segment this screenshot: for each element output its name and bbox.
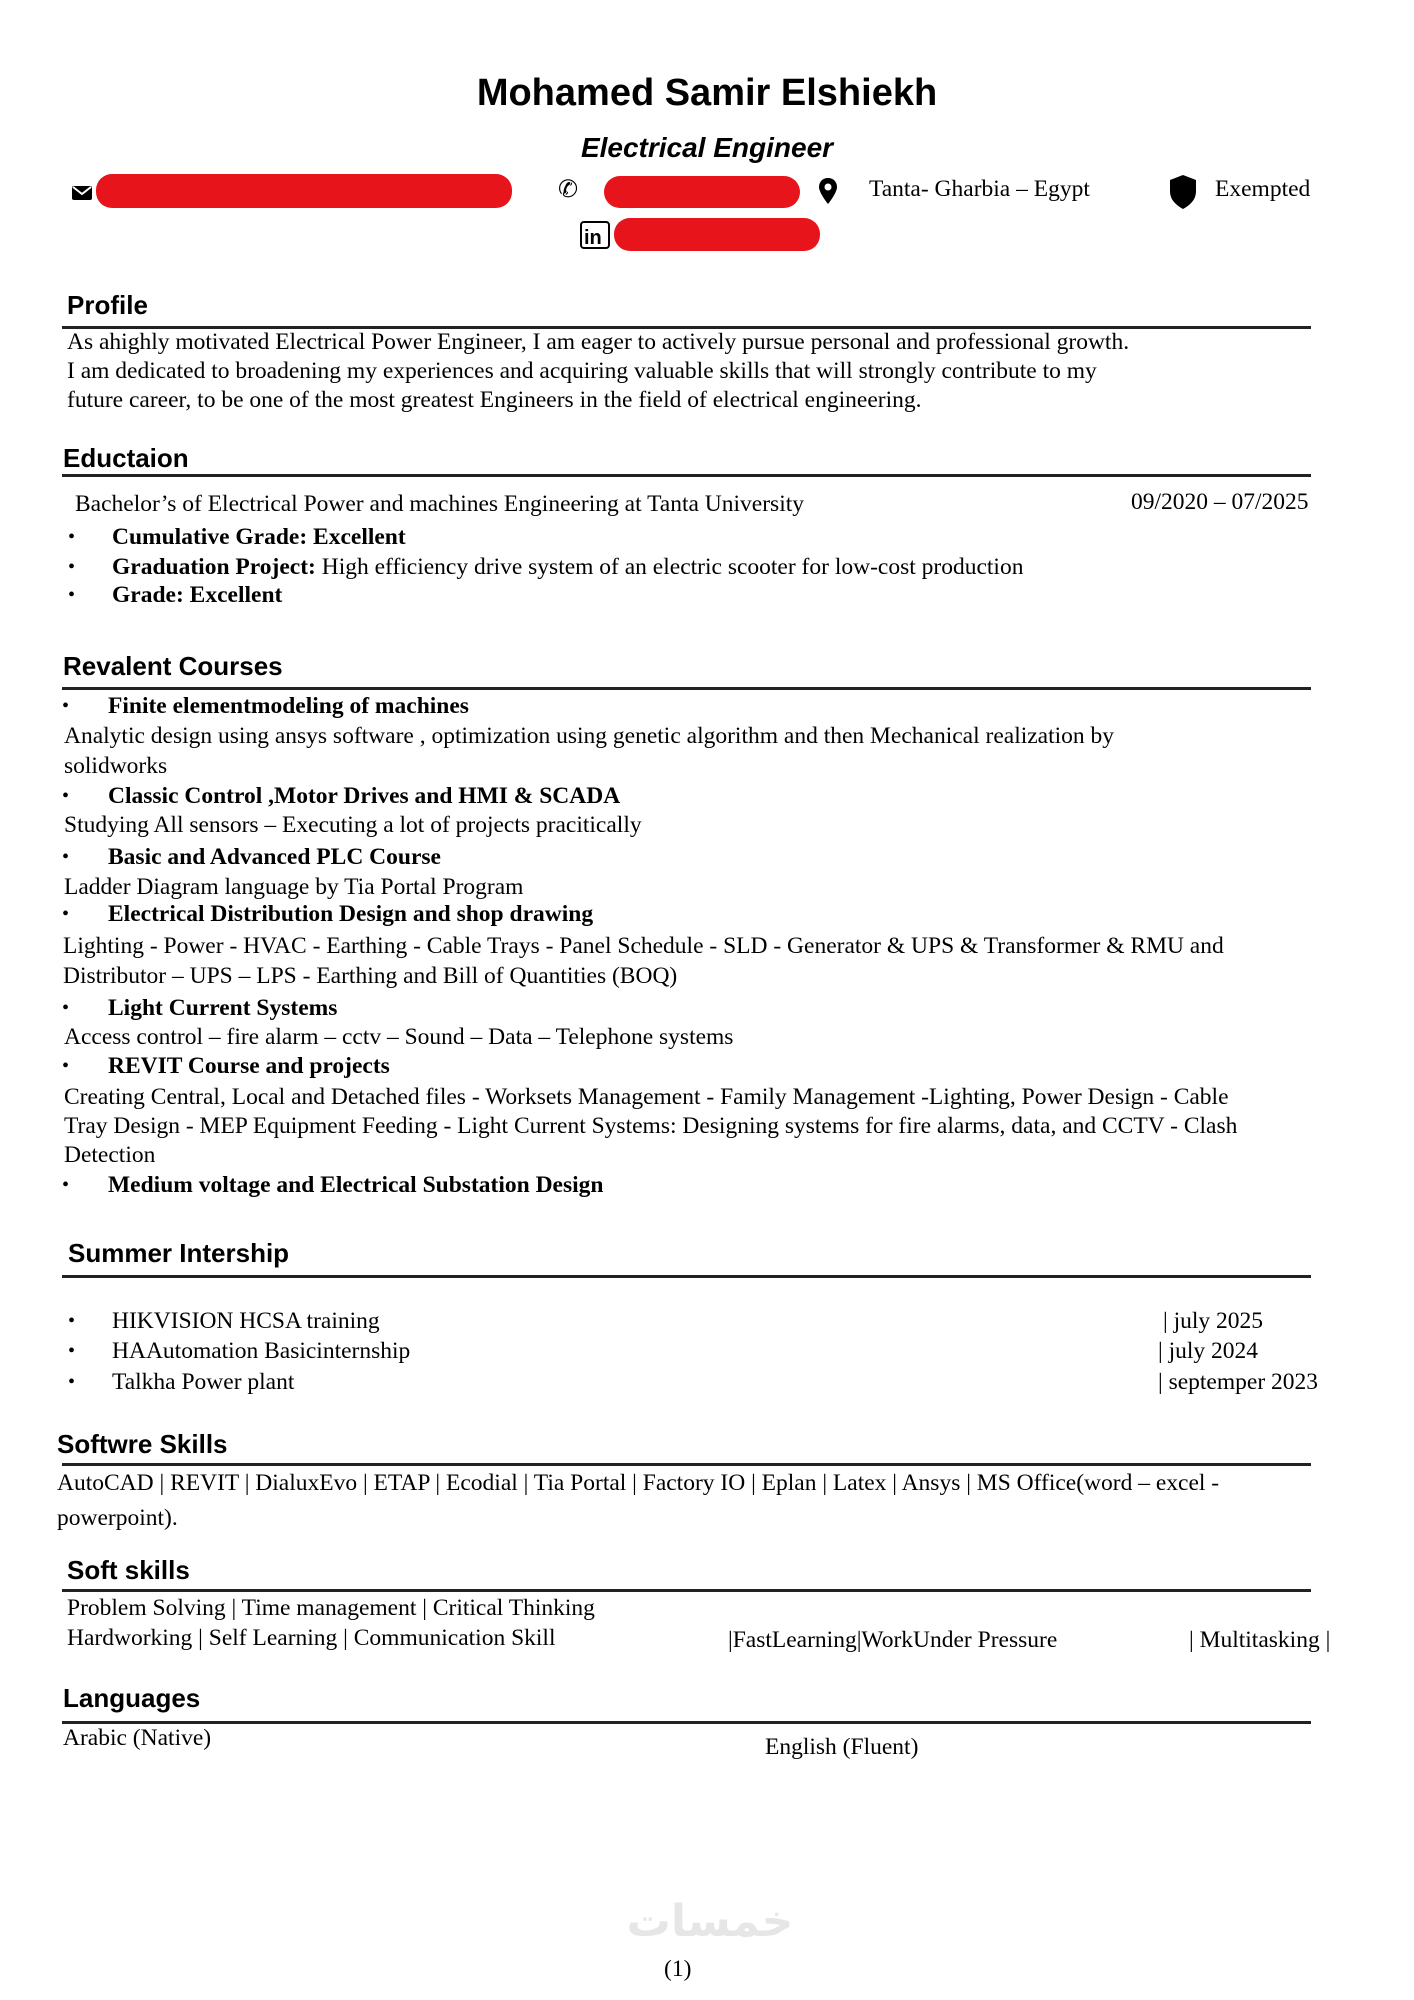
edu-bullet: Cumulative Grade: Excellent (112, 524, 406, 550)
course-desc: Creating Central, Local and Detached files - Worksets Management - Family Management -Lighting, Power Design - Cable (64, 1084, 1229, 1110)
course-desc: Lighting - Power - HVAC - Earthing - Cable Trays - Panel Schedule - SLD - Generator & UPS & Transformer & RMU and (63, 933, 1224, 959)
redacted-email (96, 174, 512, 208)
bullet: • (62, 1055, 70, 1077)
courses-divider (62, 687, 1311, 690)
watermark-logo: خمسات (626, 1896, 794, 1947)
soft-skills-divider (62, 1589, 1311, 1592)
internship-date: | septemper 2023 (1158, 1369, 1319, 1395)
bullet: • (62, 846, 70, 868)
soft-skills-line: Hardworking | Self Learning | Communication Skill (67, 1625, 556, 1651)
course-desc: Studying All sensors – Executing a lot of projects pracitically (64, 812, 642, 838)
course-desc: Analytic design using ansys software , optimization using genetic algorithm and then Mechanical realization by (64, 723, 1115, 749)
profile-line: As ahighly motivated Electrical Power Engineer, I am eager to actively pursue personal and professional growth. (67, 329, 1130, 355)
course-desc: Ladder Diagram language by Tia Portal Program (64, 874, 524, 900)
languages-divider (62, 1721, 1311, 1724)
job-title: Electrical Engineer (580, 132, 834, 163)
bullet: • (68, 556, 76, 578)
bullet: • (68, 1371, 76, 1393)
profile-heading: Profile (67, 290, 148, 320)
redacted-linkedin (614, 218, 820, 251)
course-title: Electrical Distribution Design and shop drawing (108, 901, 594, 927)
soft-skills-line: Problem Solving | Time management | Critical Thinking (67, 1595, 595, 1621)
course-title: REVIT Course and projects (108, 1053, 390, 1079)
linkedin-icon (580, 221, 610, 249)
location-pin-icon (818, 178, 838, 204)
phone-icon: ✆ (558, 177, 579, 203)
email-icon (72, 184, 92, 202)
courses-heading: Revalent Courses (63, 651, 283, 681)
redacted-phone (604, 176, 800, 208)
software-line: powerpoint). (57, 1505, 178, 1531)
course-title: Basic and Advanced PLC Course (108, 844, 441, 870)
language-item: English (Fluent) (765, 1734, 919, 1760)
education-divider (62, 474, 1311, 477)
bullet: • (62, 997, 70, 1019)
soft-skills-col3: | Multitasking | (1189, 1627, 1331, 1653)
software-heading: Softwre Skills (57, 1429, 228, 1459)
internship-name: HAAutomation Basicinternship (112, 1338, 411, 1364)
degree-dates: 09/2020 – 07/2025 (1131, 489, 1309, 515)
shield-icon (1170, 175, 1196, 209)
internship-date: | july 2025 (1163, 1308, 1264, 1334)
bullet: • (62, 1174, 70, 1196)
internship-name: Talkha Power plant (112, 1369, 295, 1395)
military-status: Exempted (1215, 176, 1311, 202)
course-desc: Detection (64, 1142, 156, 1168)
location: Tanta- Gharbia – Egypt (869, 176, 1090, 202)
course-desc: Access control – fire alarm – cctv – Sound – Data – Telephone systems (64, 1024, 734, 1050)
software-line: AutoCAD | REVIT | DialuxEvo | ETAP | Ecodial | Tia Portal | Factory IO | Eplan | Latex | Ansys | MS Office(word – excel - (57, 1470, 1220, 1496)
bullet: • (62, 903, 70, 925)
edu-bullet: Grade: Excellent (112, 582, 283, 608)
course-title: Medium voltage and Electrical Substation Design (108, 1172, 604, 1198)
course-title: Classic Control ,Motor Drives and HMI & SCADA (108, 783, 621, 809)
soft-skills-heading: Soft skills (67, 1555, 190, 1585)
internship-heading: Summer Intership (68, 1238, 290, 1268)
bullet: • (68, 526, 76, 548)
page-number: (1) (664, 1956, 692, 1982)
internship-name: HIKVISION HCSA training (112, 1308, 380, 1334)
language-item: Arabic (Native) (63, 1725, 212, 1751)
course-desc: Distributor – UPS – LPS - Earthing and Bill of Quantities (BOQ) (63, 963, 678, 989)
bullet: • (62, 785, 70, 807)
name: Mohamed Samir Elshiekh (476, 72, 938, 114)
bullet: • (68, 1310, 76, 1332)
profile-line: future career, to be one of the most greatest Engineers in the field of electrical engineering. (67, 387, 922, 413)
edu-bullet: Graduation Project: High efficiency drive system of an electric scooter for low-cost production (112, 554, 1024, 580)
bullet: • (68, 1340, 76, 1362)
profile-line: I am dedicated to broadening my experiences and acquiring valuable skills that will strongly contribute to my (67, 358, 1097, 384)
svg-text:in: in (584, 227, 602, 249)
course-desc: Tray Design - MEP Equipment Feeding - Light Current Systems: Designing systems for fire alarms, data, and CCTV - Clash (64, 1113, 1238, 1139)
internship-date: | july 2024 (1158, 1338, 1259, 1364)
internship-divider (62, 1275, 1311, 1278)
soft-skills-col2: |FastLearning|WorkUnder Pressure (728, 1627, 1058, 1653)
languages-heading: Languages (63, 1683, 201, 1713)
bullet: • (62, 695, 70, 717)
course-desc: solidworks (64, 753, 168, 779)
course-title: Finite elementmodeling of machines (108, 693, 469, 719)
software-divider (62, 1463, 1311, 1466)
degree: Bachelor’s of Electrical Power and machines Engineering at Tanta University (75, 491, 805, 517)
course-title: Light Current Systems (108, 995, 338, 1021)
education-heading: Eductaion (63, 443, 189, 473)
bullet: • (68, 584, 76, 606)
